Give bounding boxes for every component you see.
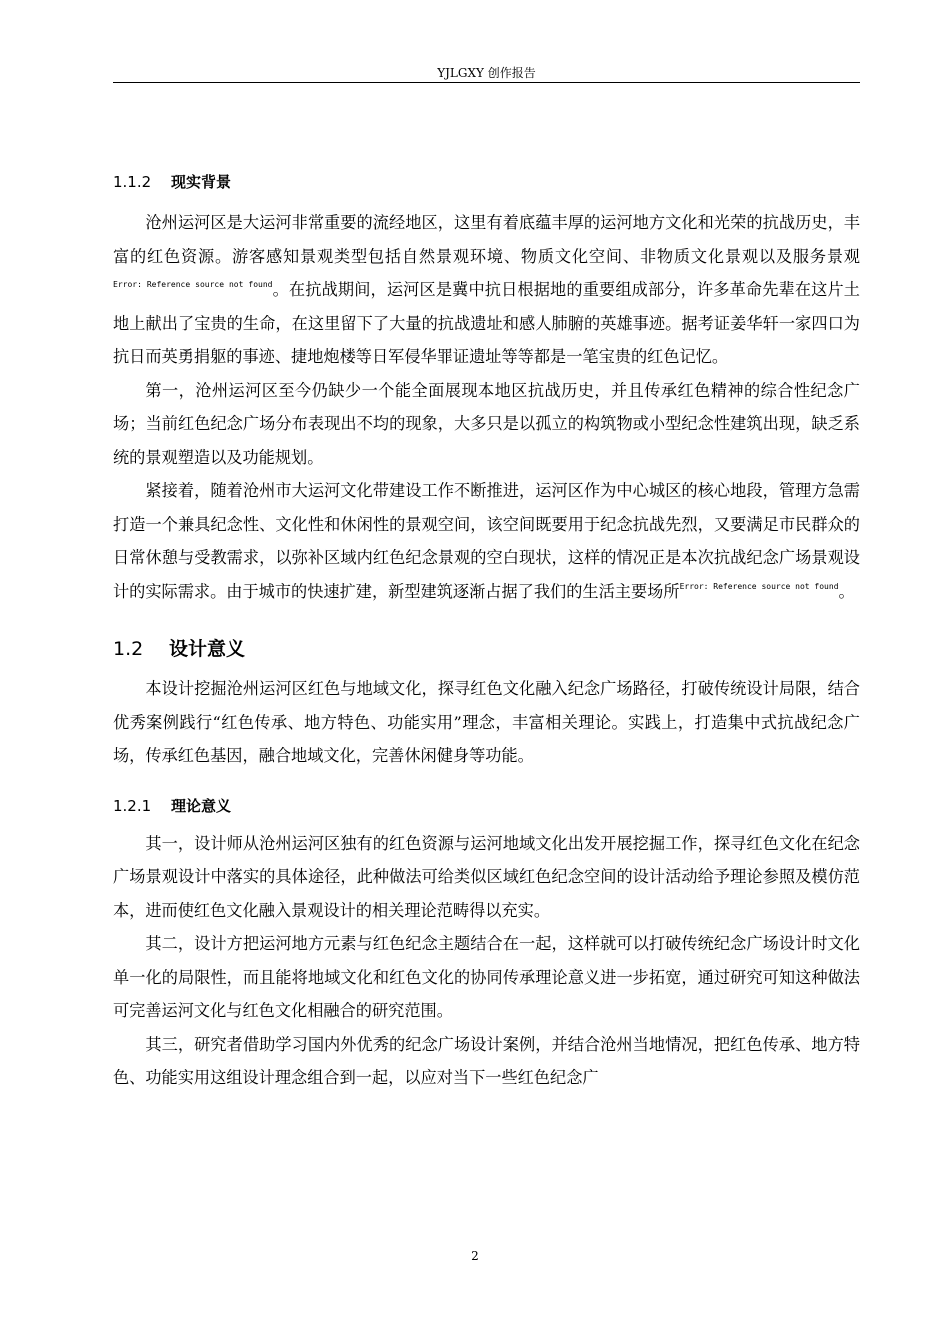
paragraph-text: 。: [838, 581, 855, 601]
paragraph: 其三，研究者借助学习国内外优秀的纪念广场设计案例，并结合沧州当地情况，把红色传承、地方特色、功能实用这组设计理念组合到一起，以应对当下一些红色纪念广: [113, 1034, 860, 1087]
section-title: 设计意义: [169, 638, 246, 660]
section-heading-1-2: [113, 632, 860, 666]
paragraph: 其二，设计方把运河地方元素与红色纪念主题结合在一起，这样就可以打破传统纪念广场设计时文化单一化的局限性，而且能将地域文化和红色文化的协同传承理论意义进一步拓宽，通过研究可知这种做法可完善运河文化与红色文化相融合的研究范围。: [113, 934, 860, 1020]
page-number: 2: [471, 1249, 479, 1263]
reference-error-marker: Error: Reference source not found: [113, 280, 273, 289]
section-number: 1.2.1: [113, 796, 152, 815]
paragraph-text: 。在抗战期间，运河区是冀中抗日根据地的重要组成部分，许多革命先辈在这片土地上献出了宝贵的生命，在这里留下了大量的抗战遗址和感人肺腑的英雄事迹。据考证姜华轩一家四口为抗日而英勇捐躯的事迹、捷地炮楼等日军侵华罪证遗址等等都是一笔宝贵的红色记忆。: [113, 280, 860, 366]
section-heading-1-2-1: [113, 789, 860, 823]
page-content: [113, 165, 860, 1095]
section-heading-1-1-2: [113, 165, 860, 199]
paragraph-text: 沧州运河区是大运河非常重要的流经地区，这里有着底蕴丰厚的运河地方文化和光荣的抗战历史，丰富的红色资源。游客感知景观类型包括自然景观环境、物质文化空间、非物质文化景观以及服务景观: [113, 213, 860, 266]
section-number: 1.2: [113, 638, 144, 660]
paragraph-text: 紧接着，随着沧州市大运河文化带建设工作不断推进，运河区作为中心城区的核心地段，管理方急需打造一个兼具纪念性、文化性和休闲性的景观空间，该空间既要用于纪念抗战先烈，又要满足市民群众的日常休憩与受教需求，以弥补区域内红色纪念景观的空白现状，这样的情况正是本次抗战纪念广场景观设计的实际需求。由于城市的快速扩建，新型建筑逐渐占据了我们的生活主要场所: [113, 481, 860, 601]
paragraph: [113, 206, 860, 374]
section-number: 1.1.2: [113, 173, 152, 191]
paragraph: 其一，设计师从沧州运河区独有的红色资源与运河地域文化出发开展挖掘工作，探寻红色文化在纪念广场景观设计中落实的具体途径，此种做法可给类似区域红色纪念空间的设计活动给予理论参照及模仿范本，进而使红色文化融入景观设计的相关理论范畴得以充实。: [113, 833, 860, 920]
section-title: 理论意义: [171, 796, 232, 815]
page-header: YJLGXY 创作报告: [113, 64, 860, 83]
section-title: 现实背景: [171, 173, 232, 191]
paragraph: [113, 474, 860, 608]
paragraph: 本设计挖掘沧州运河区红色与地域文化，探寻红色文化融入纪念广场路径，打破传统设计局限，结合优秀案例践行“红色传承、地方特色、功能实用”理念，丰富相关理论。实践上，打造集中式抗战纪念广场，传承红色基因，融合地域文化，完善休闲健身等功能。: [113, 679, 860, 765]
paragraph: 第一，沧州运河区至今仍缺少一个能全面展现本地区抗战历史，并且传承红色精神的综合性纪念广场；当前红色纪念广场分布表现出不均的现象，大多只是以孤立的构筑物或小型纪念性建筑出现，缺乏系统的景观塑造以及功能规划。: [113, 380, 860, 467]
reference-error-marker: Error: Reference source not found: [679, 581, 839, 591]
